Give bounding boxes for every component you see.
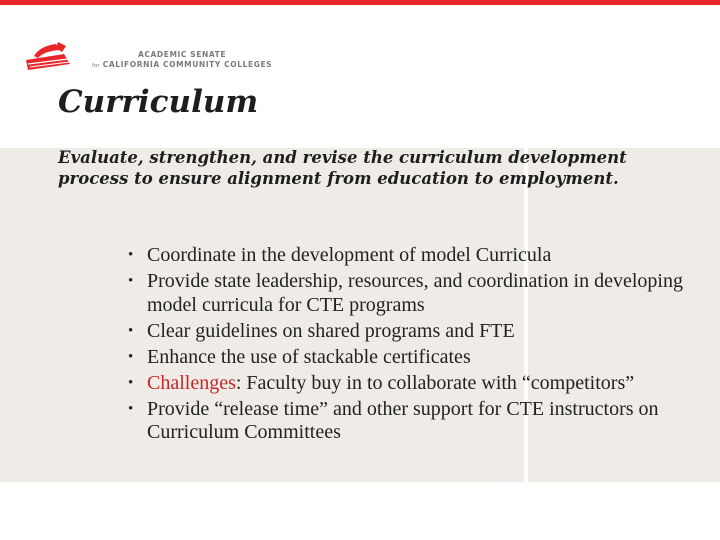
bullet-list bbox=[128, 244, 708, 447]
list-item bbox=[128, 372, 708, 396]
organization-name bbox=[92, 50, 272, 71]
slide-title: Curriculum bbox=[58, 84, 259, 120]
list-item bbox=[128, 346, 708, 370]
bullet-text: Provide “release time” and other support for CTE instructors on Curriculum Committees bbox=[147, 397, 659, 443]
list-item bbox=[128, 398, 708, 445]
senate-logo-icon bbox=[24, 40, 72, 72]
bullet-text: Provide state leadership, resources, and coordination in developing model curricula for CTE programs bbox=[147, 270, 683, 316]
bullet-text: : Faculty buy in to collaborate with “competitors” bbox=[235, 371, 635, 394]
top-accent-bar bbox=[0, 0, 720, 5]
challenges-label: Challenges bbox=[147, 371, 236, 394]
slide-subtitle: Evaluate, strengthen, and revise the curriculum development process to ensure alignment from education to employment. bbox=[58, 148, 627, 188]
list-item bbox=[128, 244, 708, 268]
bullet-text: Coordinate in the development of model Curricula bbox=[147, 244, 552, 266]
list-item bbox=[128, 320, 708, 344]
org-line-1: ACADEMIC SENATE bbox=[138, 50, 227, 59]
org-for: for bbox=[92, 63, 100, 69]
bullet-text: Clear guidelines on shared programs and FTE bbox=[147, 319, 515, 342]
bullet-text: Enhance the use of stackable certificates bbox=[147, 345, 471, 368]
org-line-2-text: CALIFORNIA COMMUNITY COLLEGES bbox=[102, 60, 273, 69]
list-item bbox=[128, 270, 708, 317]
org-line-2 bbox=[92, 60, 272, 71]
